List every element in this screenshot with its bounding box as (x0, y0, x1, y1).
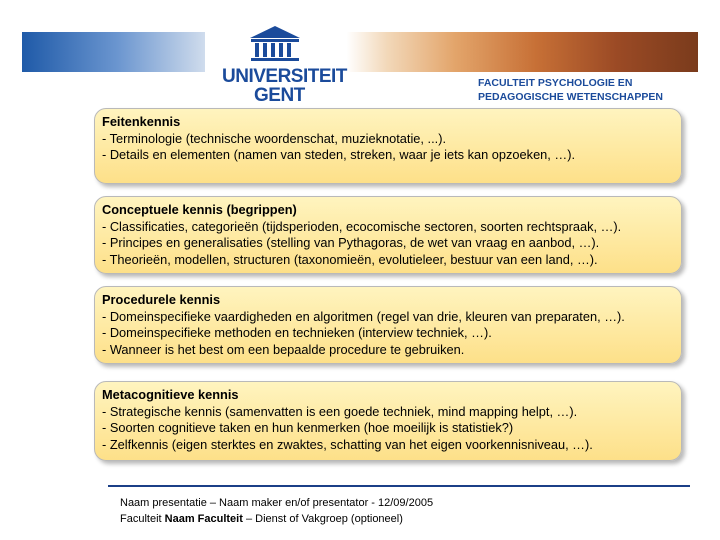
card-procedurele-kennis (94, 286, 682, 364)
faculty-name-line2: PEDAGOGISCHE WETENSCHAPPEN (478, 91, 663, 103)
university-name-line2: GENT (254, 85, 305, 106)
card-line: - Theorieën, modellen, structuren (taxonomieën, evolutieleer, bestuur van een land, …). (102, 251, 598, 267)
card-title: Metacognitieve kennis (102, 387, 239, 402)
card-line: - Soorten cognitieve taken en hun kenmerken (hoe moeilijk is statistiek?) (102, 420, 514, 436)
footer-divider (108, 485, 690, 487)
footer-faculty-name: Naam Faculteit (164, 513, 243, 525)
card-title: Procedurele kennis (102, 292, 221, 307)
footer-department: – Dienst of Vakgroep (optioneel) (242, 513, 403, 525)
university-name-line1: UNIVERSITEIT (222, 66, 347, 87)
card-line: - Principes en generalisaties (stelling van Pythagoras, de wet van vraag en aanbod, …). (102, 235, 600, 251)
card-line: - Terminologie (technische woordenschat, muzieknotatie, ...). (102, 130, 447, 146)
university-temple-logo-icon (247, 24, 303, 64)
card-line: - Strategische kennis (samenvatten is een goede techniek, mind mapping helpt, …). (102, 403, 578, 419)
card-line: - Details en elementen (namen van steden, streken, waar je iets kan opzoeken, …). (102, 147, 576, 163)
footer-line2 (120, 511, 433, 527)
footer-line1: Naam presentatie – Naam maker en/of presentator - 12/09/2005 (120, 497, 434, 509)
faculty-name-line1: FACULTEIT PSYCHOLOGIE EN (478, 77, 633, 89)
card-line: - Domeinspecifieke methoden en technieken (interview techniek, …). (102, 325, 492, 341)
card-title: Feitenkennis (102, 114, 181, 129)
header-banner-photo-strip (22, 32, 698, 72)
card-line: - Wanneer is het best om een bepaalde procedure te gebruiken. (102, 341, 465, 357)
faculty-name (478, 76, 663, 104)
card-conceptuele-kennis (94, 196, 682, 274)
footer-faculty-prefix: Faculteit (120, 513, 165, 525)
card-line: - Domeinspecifieke vaardigheden en algoritmen (regel van drie, kleuren van preparaten, …). (102, 308, 625, 324)
card-line: - Classificaties, categorieën (tijdsperioden, ecocomische sectoren, soorten rechtspraak, …). (102, 218, 622, 234)
card-line: - Zelfkennis (eigen sterktes en zwaktes, schatting van het eigen voorkennisniveau, …). (102, 436, 593, 452)
card-metacognitieve-kennis (94, 381, 682, 461)
footer (120, 495, 433, 527)
card-title: Conceptuele kennis (begrippen) (102, 202, 297, 217)
card-feitenkennis (94, 108, 682, 184)
